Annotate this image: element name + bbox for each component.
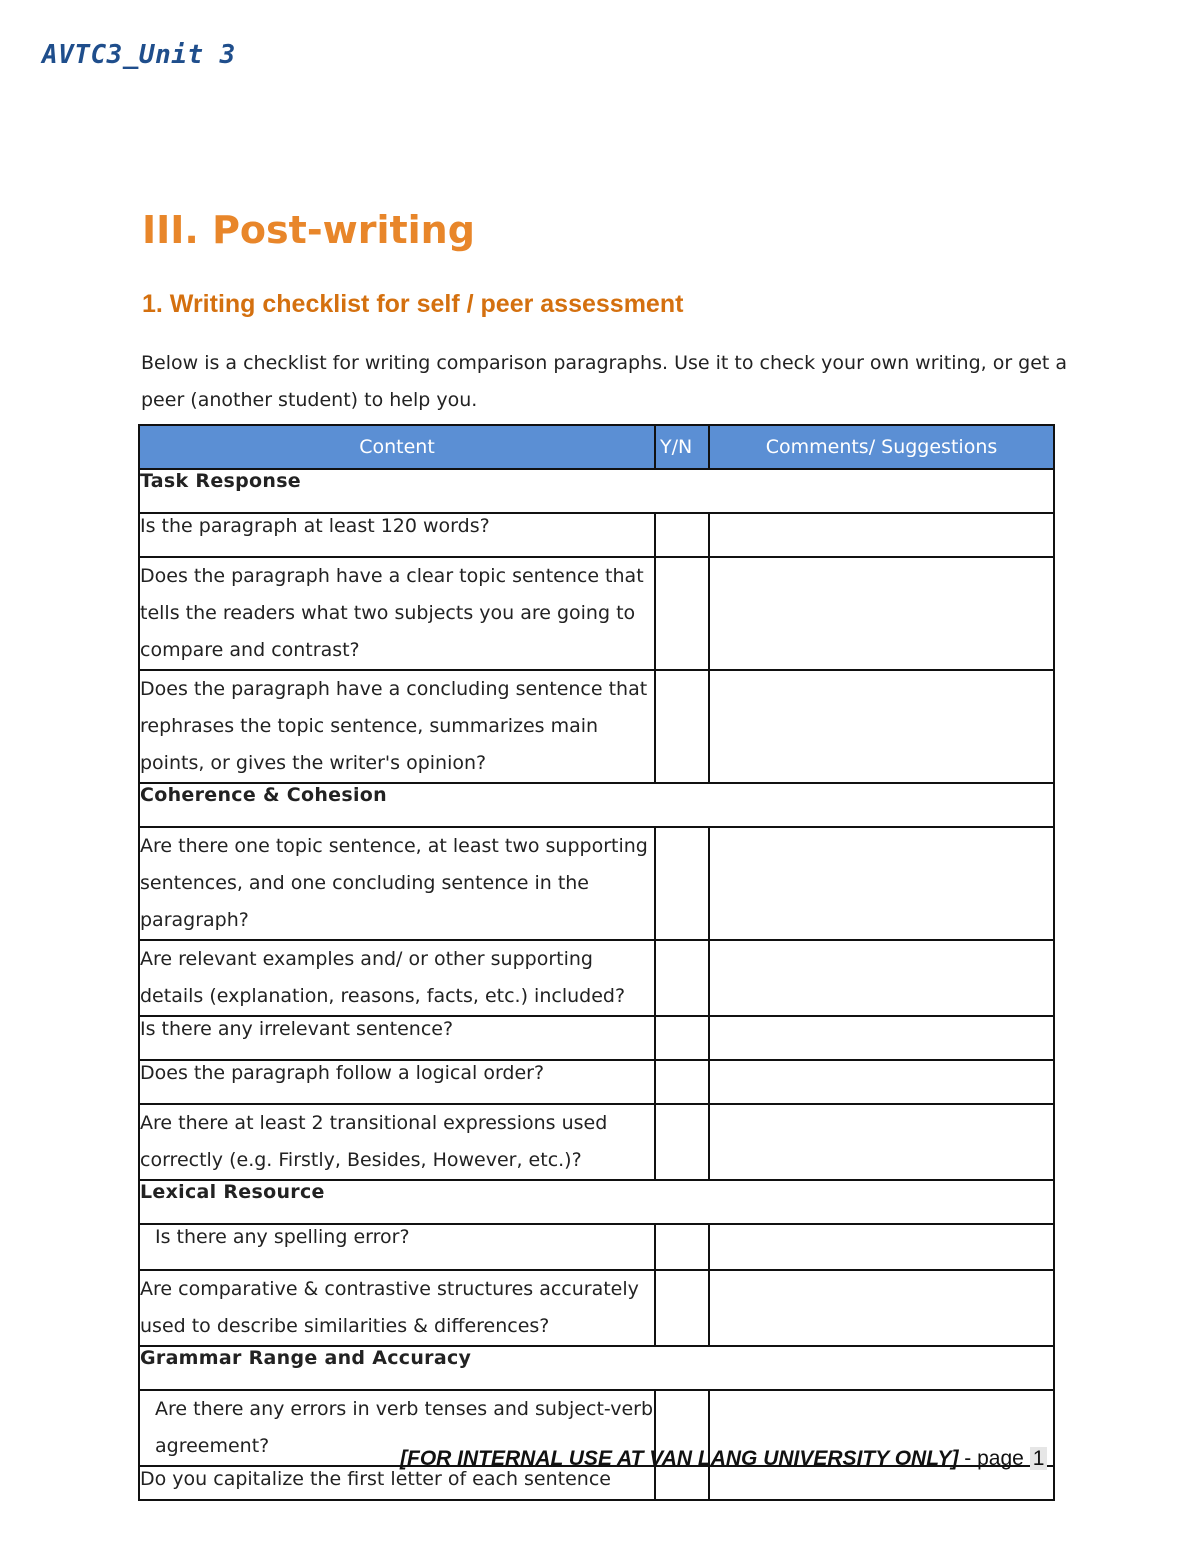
question-text: Is the paragraph at least 120 words? xyxy=(139,513,655,557)
comments-cell[interactable] xyxy=(709,557,1054,670)
table-row xyxy=(139,827,1054,940)
yn-cell[interactable] xyxy=(655,1104,709,1180)
header-comments: Comments/ Suggestions xyxy=(709,425,1054,469)
writing-checklist-table xyxy=(138,424,1055,1501)
header-yn: Y/N xyxy=(655,425,709,469)
yn-cell[interactable] xyxy=(655,1016,709,1060)
page-number: 1 xyxy=(1030,1447,1048,1470)
comments-cell[interactable] xyxy=(709,827,1054,940)
page-footer xyxy=(400,1447,1047,1471)
yn-cell[interactable] xyxy=(655,1466,709,1500)
comments-cell[interactable] xyxy=(709,1016,1054,1060)
yn-cell[interactable] xyxy=(655,513,709,557)
question-text: Does the paragraph have a concluding sentence that rephrases the topic sentence, summarizes main points, or gives the writer's opinion? xyxy=(139,670,655,783)
table-row xyxy=(139,557,1054,670)
section-label: Task Response xyxy=(139,469,1054,513)
yn-cell[interactable] xyxy=(655,940,709,1016)
table-row xyxy=(139,1060,1054,1104)
table-row xyxy=(139,670,1054,783)
question-text: Is there any irrelevant sentence? xyxy=(139,1016,655,1060)
question-text: Are there any errors in verb tenses and subject-verb agreement? xyxy=(139,1390,655,1466)
question-text: Are relevant examples and/ or other supporting details (explanation, reasons, facts, etc.) included? xyxy=(139,940,655,1016)
yn-cell[interactable] xyxy=(655,1060,709,1104)
section-row-lexical-resource xyxy=(139,1180,1054,1224)
comments-cell[interactable] xyxy=(709,670,1054,783)
question-text: Does the paragraph follow a logical order? xyxy=(139,1060,655,1104)
section-row-task-response xyxy=(139,469,1054,513)
yn-cell[interactable] xyxy=(655,557,709,670)
comments-cell[interactable] xyxy=(709,1466,1054,1500)
footer-page-prefix: - page xyxy=(958,1447,1030,1470)
intro-paragraph: Below is a checklist for writing comparison paragraphs. Use it to check your own writing, or get a peer (another student) to help you. xyxy=(141,352,1068,411)
table-row xyxy=(139,1224,1054,1270)
subsection-title: 1. Writing checklist for self / peer assessment xyxy=(142,290,684,318)
section-label: Lexical Resource xyxy=(139,1180,1054,1224)
header-content: Content xyxy=(139,425,655,469)
section-row-coherence-cohesion xyxy=(139,783,1054,827)
comments-cell[interactable] xyxy=(709,1104,1054,1180)
table-row xyxy=(139,940,1054,1016)
question-text: Is there any spelling error? xyxy=(139,1224,655,1270)
footer-label: [FOR INTERNAL USE AT VAN LANG UNIVERSITY ONLY] xyxy=(400,1447,959,1470)
table-row xyxy=(139,1104,1054,1180)
section-label: Coherence & Cohesion xyxy=(139,783,1054,827)
comments-cell[interactable] xyxy=(709,1270,1054,1346)
comments-cell[interactable] xyxy=(709,513,1054,557)
yn-cell[interactable] xyxy=(655,670,709,783)
question-text: Are comparative & contrastive structures accurately used to describe similarities & differences? xyxy=(139,1270,655,1346)
comments-cell[interactable] xyxy=(709,1060,1054,1104)
question-text: Are there at least 2 transitional expressions used correctly (e.g. Firstly, Besides, However, etc.)? xyxy=(139,1104,655,1180)
comments-cell[interactable] xyxy=(709,940,1054,1016)
comments-cell[interactable] xyxy=(709,1224,1054,1270)
table-header-row xyxy=(139,425,1054,469)
document-header-code: AVTC3_Unit 3 xyxy=(42,40,236,70)
table-row xyxy=(139,1270,1054,1346)
question-text: Are there one topic sentence, at least two supporting sentences, and one concluding sentence in the paragraph? xyxy=(139,827,655,940)
question-text: Does the paragraph have a clear topic sentence that tells the readers what two subjects you are going to compare and contrast? xyxy=(139,557,655,670)
table-row xyxy=(139,1016,1054,1060)
section-title: III. Post-writing xyxy=(142,208,475,252)
yn-cell[interactable] xyxy=(655,1224,709,1270)
section-row-grammar-range xyxy=(139,1346,1054,1390)
section-label: Grammar Range and Accuracy xyxy=(139,1346,1054,1390)
question-text: Do you capitalize the first letter of each sentence xyxy=(139,1466,655,1500)
yn-cell[interactable] xyxy=(655,827,709,940)
table-row xyxy=(139,513,1054,557)
yn-cell[interactable] xyxy=(655,1270,709,1346)
table-row xyxy=(139,1466,1054,1500)
